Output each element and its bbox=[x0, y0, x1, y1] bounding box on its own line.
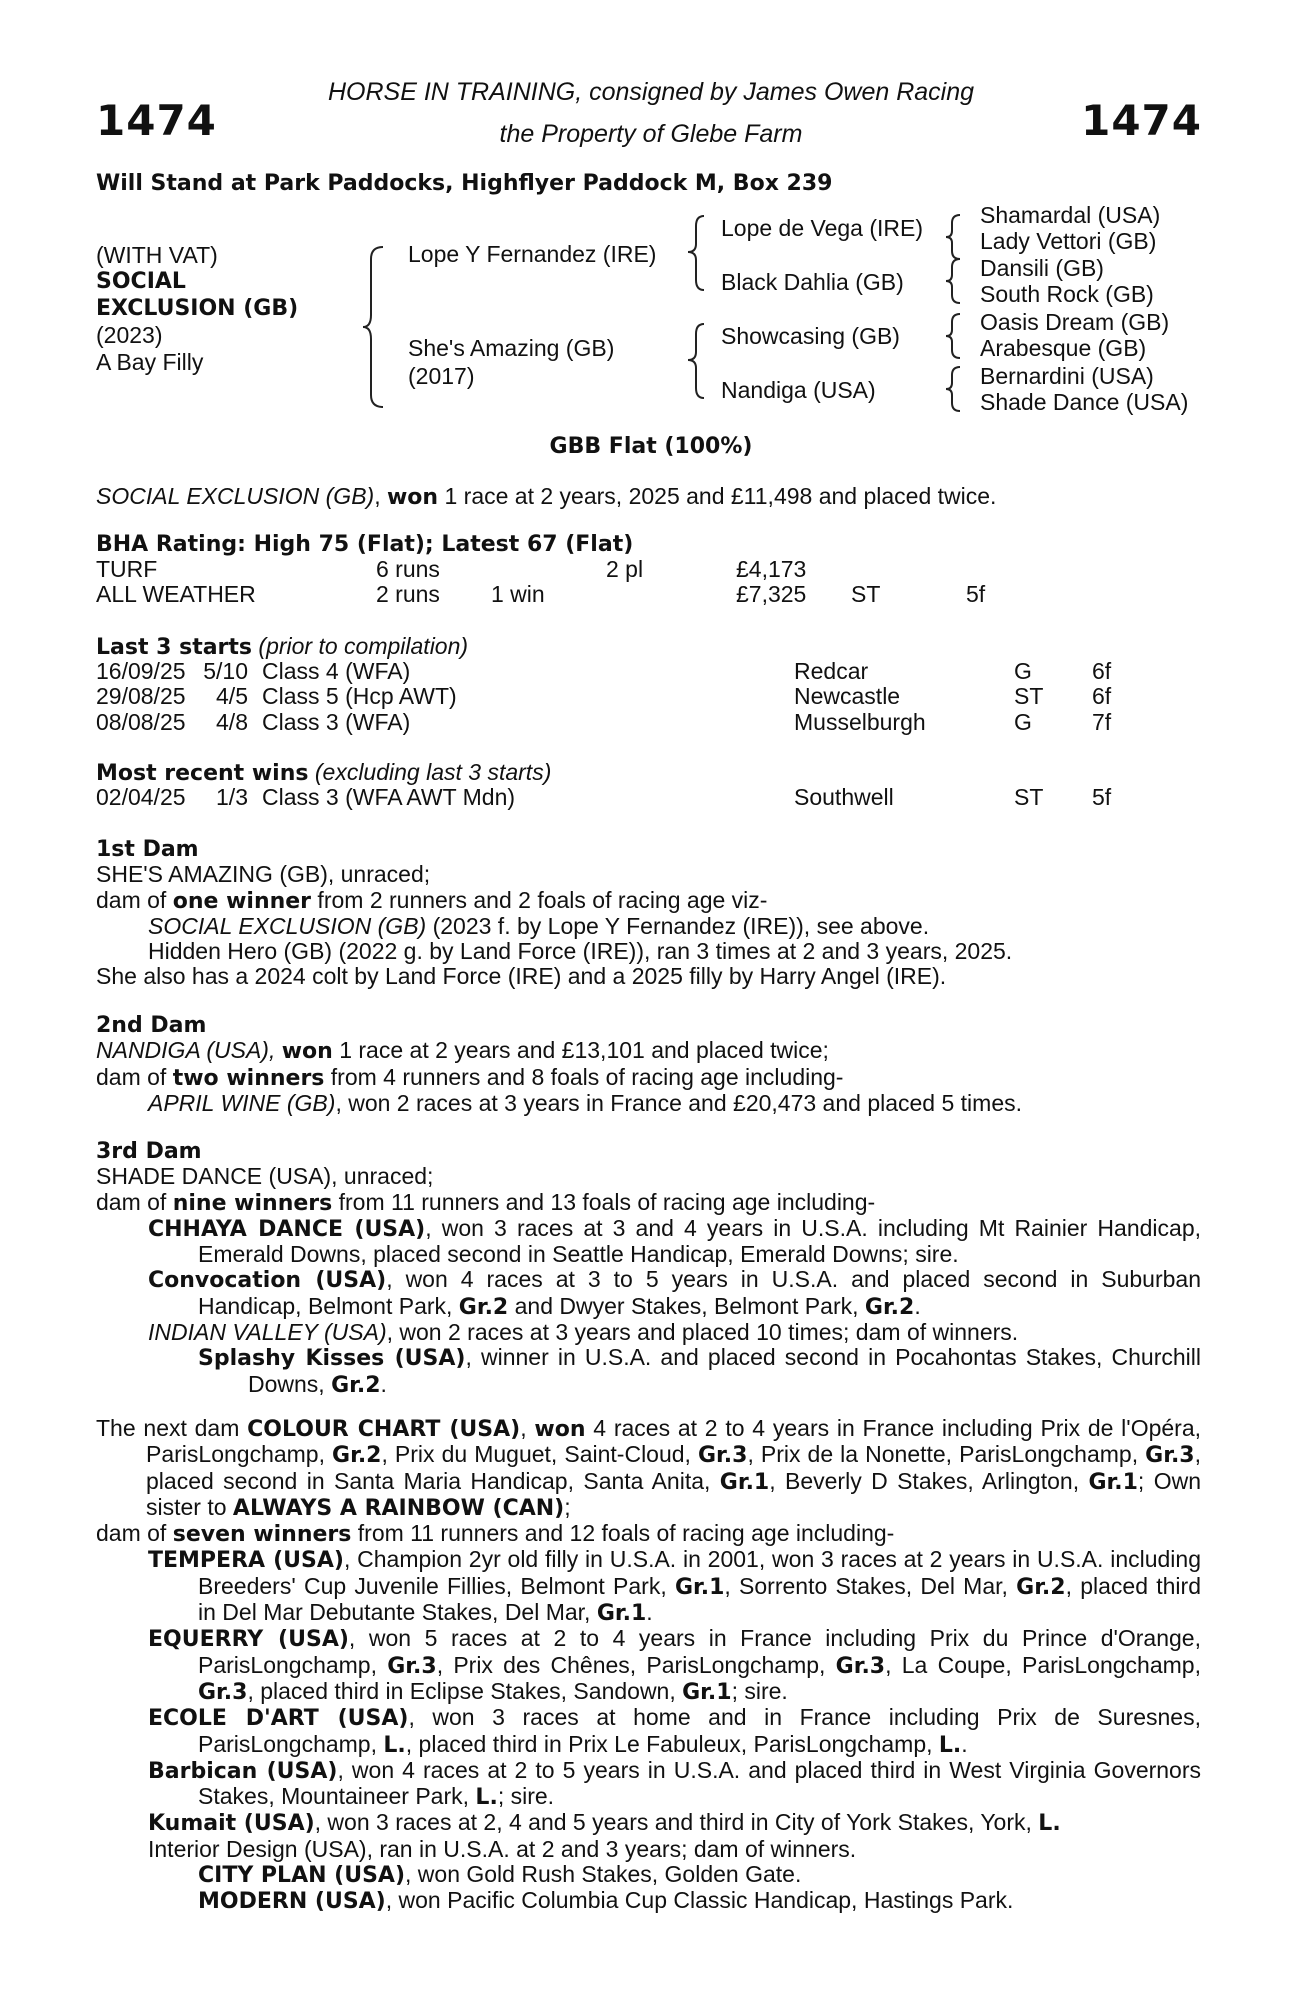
last-start-row bbox=[96, 684, 1142, 709]
pedigree-sire: Lope Y Fernandez (IRE) bbox=[408, 241, 657, 267]
t: from 4 runners and 8 foals of racing age including- bbox=[324, 1063, 844, 1090]
race-cell: Class 5 (Hcp AWT) bbox=[262, 683, 457, 710]
t: TEMPERA (USA) bbox=[148, 1548, 344, 1574]
third-dam-produce-2 bbox=[96, 1267, 1201, 1320]
pedigree-dam-sire: Showcasing (GB) bbox=[721, 323, 900, 349]
t: . bbox=[380, 1370, 387, 1397]
t: ; bbox=[564, 1493, 571, 1520]
first-dam-line: SHE'S AMAZING (GB), unraced; bbox=[96, 861, 431, 888]
last-starts-heading-note: (prior to compilation) bbox=[252, 633, 469, 659]
t: 1 race at 2 years and £13,101 and placed twice; bbox=[332, 1037, 829, 1064]
t: , Sorrento Stakes, Del Mar, bbox=[724, 1572, 1017, 1599]
t: Gr.3 bbox=[835, 1653, 886, 1679]
t: ECOLE D'ART (USA) bbox=[148, 1706, 409, 1732]
second-dam-heading: 2nd Dam bbox=[96, 1013, 207, 1038]
t: L. bbox=[938, 1732, 962, 1758]
summary-rest: 1 race at 2 years, 2025 and £11,498 and placed twice. bbox=[438, 483, 997, 509]
course-cell: Musselburgh bbox=[794, 708, 926, 735]
lot-number-right: 1474 bbox=[1081, 96, 1202, 145]
last-starts-heading-bold: Last 3 starts bbox=[96, 635, 253, 660]
position-cell: 1/3 bbox=[216, 784, 248, 810]
wins-cell: 1 win bbox=[491, 581, 545, 608]
t: NANDIGA (USA), bbox=[96, 1037, 282, 1064]
pedigree-brace-g2 bbox=[944, 257, 964, 307]
race-cell: Class 3 (WFA) bbox=[262, 708, 411, 735]
consignor-title: HORSE IN TRAINING, consigned by James Owen Racing bbox=[327, 78, 975, 106]
rating-row bbox=[96, 557, 1026, 582]
going-cell: G bbox=[1014, 658, 1032, 684]
surface-cell: ALL WEATHER bbox=[96, 581, 256, 608]
runs-cell: 2 runs bbox=[376, 581, 440, 608]
t: , placed third in Del Mar Debutante Stakes, Del Mar, bbox=[198, 1572, 1201, 1626]
second-dam-line bbox=[96, 1038, 1201, 1064]
recent-wins-heading-note: (excluding last 3 starts) bbox=[308, 759, 552, 785]
t: , won 3 races at 2, 4 and 5 years and third in City of York Stakes, York, bbox=[314, 1809, 1039, 1836]
bha-rating-heading: BHA Rating: High 75 (Flat); Latest 67 (Flat) bbox=[96, 532, 634, 557]
pedigree-dam-dam: Nandiga (USA) bbox=[721, 377, 876, 403]
t: , placed second in Santa Maria Handicap, Santa Anita, bbox=[146, 1441, 1201, 1494]
t: and Dwyer Stakes, Belmont Park, bbox=[508, 1292, 865, 1319]
stabling-location: Will Stand at Park Paddocks, Highflyer Paddock M, Box 239 bbox=[96, 171, 833, 196]
recent-wins-heading bbox=[96, 760, 551, 786]
t: , Beverly D Stakes, Arlington, bbox=[769, 1467, 1089, 1494]
t: . bbox=[646, 1599, 653, 1626]
distance-cell: 5f bbox=[966, 581, 986, 608]
course-cell: Redcar bbox=[794, 658, 869, 684]
race-summary: SOCIAL EXCLUSION (GB), won 1 race at 2 years, 2025 and £11,498 and placed twice. bbox=[96, 483, 997, 510]
pedigree-dam-year: (2017) bbox=[408, 363, 475, 389]
vat-note: (WITH VAT) bbox=[96, 242, 218, 268]
t: , won 3 races at 3 and 4 years in U.S.A. including Mt Rainier Handicap, Emerald Downs, placed second in Seattle Handicap, Emerald Downs; sire. bbox=[198, 1214, 1201, 1268]
horse-name-line1: SOCIAL bbox=[96, 269, 186, 294]
t: L. bbox=[475, 1785, 498, 1811]
horse-name-line2: EXCLUSION (GB) bbox=[96, 296, 299, 321]
distance-cell: 7f bbox=[1092, 708, 1112, 735]
t: , placed third in Eclipse Stakes, Sandown, bbox=[247, 1677, 683, 1704]
next-dam-produce-2 bbox=[96, 1626, 1201, 1705]
t: Gr.3 bbox=[387, 1653, 437, 1679]
distance-cell bbox=[966, 557, 1026, 582]
t: from 11 runners and 13 foals of racing age including- bbox=[332, 1188, 876, 1215]
first-dam-note: She also has a 2024 colt by Land Force (IRE) and a 2025 filly by Harry Angel (IRE). bbox=[96, 963, 947, 990]
next-dam-section bbox=[96, 1416, 1201, 1915]
position-cell: 4/8 bbox=[216, 708, 248, 735]
rating-table bbox=[96, 557, 1026, 608]
t: , won 2 races at 3 years and placed 10 times; dam of winners. bbox=[386, 1319, 1019, 1346]
t: ; Own sister to bbox=[146, 1467, 1201, 1520]
next-dam-grandproduce-1 bbox=[96, 1862, 1201, 1888]
third-dam-produce-1 bbox=[96, 1216, 1201, 1268]
pedigree-g8: Shade Dance (USA) bbox=[980, 389, 1189, 415]
foaling-year: (2023) bbox=[96, 322, 163, 348]
next-dam-grandproduce-2 bbox=[96, 1888, 1201, 1914]
pedigree-brace-main bbox=[361, 245, 391, 410]
t: CITY PLAN (USA) bbox=[198, 1863, 406, 1889]
distance-cell: 5f bbox=[1092, 784, 1112, 810]
position-cell: 5/10 bbox=[203, 658, 248, 684]
t: APRIL WINE (GB) bbox=[148, 1089, 336, 1116]
next-dam-produce-1 bbox=[96, 1547, 1201, 1626]
next-dam-produce-5 bbox=[96, 1810, 1201, 1836]
placed-cell bbox=[606, 582, 736, 607]
next-dam-produce-6: Interior Design (USA), ran in U.S.A. at 2 and 3 years; dam of winners. bbox=[148, 1835, 857, 1862]
prize-money-cell: £7,325 bbox=[736, 581, 807, 608]
t: Gr.2 bbox=[331, 1372, 381, 1398]
catalogue-page bbox=[96, 0, 1206, 2000]
next-dam-produce-3 bbox=[96, 1705, 1201, 1758]
t: seven winners bbox=[172, 1522, 352, 1548]
t: , Prix des Chênes, ParisLongchamp, bbox=[436, 1651, 836, 1678]
third-dam-produce-3 bbox=[96, 1320, 1201, 1345]
t: Gr.3 bbox=[198, 1679, 248, 1705]
second-dam-produce-summary bbox=[96, 1065, 1201, 1091]
t: INDIAN VALLEY (USA) bbox=[148, 1319, 387, 1346]
t: Gr.2 bbox=[458, 1294, 509, 1320]
t: , winner in U.S.A. and placed second in Pocahontas Stakes, Churchill Downs, bbox=[248, 1344, 1201, 1397]
wins-cell bbox=[491, 557, 606, 582]
t: Gr.1 bbox=[596, 1601, 647, 1627]
t: Gr.1 bbox=[682, 1679, 732, 1705]
t: , bbox=[520, 1415, 535, 1441]
t: MODERN (USA) bbox=[198, 1889, 386, 1915]
foal-detail: (2023 f. by Lope Y Fernandez (IRE)), see above. bbox=[426, 912, 930, 939]
last-starts-table bbox=[96, 659, 1142, 735]
t: , Prix du Muguet, Saint-Cloud, bbox=[381, 1441, 698, 1468]
recent-wins-table bbox=[96, 785, 1142, 810]
second-dam-foal-1 bbox=[96, 1091, 1201, 1116]
first-dam-foal-2: Hidden Hero (GB) (2022 g. by Land Force (IRE)), ran 3 times at 2 and 3 years, 2025. bbox=[148, 938, 1013, 965]
t: COLOUR CHART (USA) bbox=[247, 1417, 521, 1442]
last-start-row bbox=[96, 659, 1142, 684]
pedigree-brace-g1 bbox=[944, 213, 964, 263]
t: Barbican (USA) bbox=[148, 1758, 338, 1784]
recent-wins-heading-bold: Most recent wins bbox=[96, 761, 309, 786]
t: two winners bbox=[172, 1065, 325, 1091]
t: from 2 runners and 2 foals of racing age viz- bbox=[311, 886, 768, 913]
date-cell: 08/08/25 bbox=[96, 708, 186, 735]
first-dam-produce-summary bbox=[96, 888, 1201, 914]
summary-horse-name: SOCIAL EXCLUSION (GB) bbox=[96, 483, 375, 509]
going-cell: ST bbox=[1014, 784, 1044, 810]
t: won bbox=[281, 1039, 333, 1065]
t: Gr.1 bbox=[674, 1574, 725, 1600]
pedigree-g1: Shamardal (USA) bbox=[980, 202, 1161, 228]
pedigree-sire-dam: Black Dahlia (GB) bbox=[721, 269, 904, 295]
t: ALWAYS A RAINBOW (CAN) bbox=[232, 1495, 565, 1521]
rating-row bbox=[96, 582, 1026, 607]
t: , won 4 races at 2 to 5 years in U.S.A. and placed third in West Virginia Governors Stakes, Mountaineer Park, bbox=[198, 1756, 1202, 1810]
t: , won 5 races at 2 to 4 years in France including Prix du Prince d'Orange, ParisLongchamp, bbox=[198, 1625, 1201, 1678]
recent-win-row bbox=[96, 785, 1142, 810]
t: . bbox=[961, 1730, 968, 1757]
t: Gr.2 bbox=[332, 1443, 382, 1469]
next-dam-paragraph bbox=[96, 1416, 1201, 1521]
t: dam of bbox=[96, 1188, 173, 1215]
t: Gr.1 bbox=[1088, 1469, 1138, 1495]
gbb-badge: GBB Flat (100%) bbox=[549, 434, 753, 459]
first-dam-section bbox=[96, 837, 1201, 990]
property-subtitle: the Property of Glebe Farm bbox=[499, 120, 803, 148]
t: won bbox=[534, 1417, 586, 1442]
t: dam of bbox=[96, 1520, 173, 1547]
t: ; sire. bbox=[731, 1677, 788, 1704]
date-cell: 16/09/25 bbox=[96, 658, 186, 684]
pedigree-sire-sire: Lope de Vega (IRE) bbox=[721, 215, 924, 241]
t: dam of bbox=[96, 886, 173, 913]
t: , won 4 races at 3 to 5 years in U.S.A. and placed second in Suburban Handicap, Belmont Park, bbox=[198, 1266, 1201, 1319]
pedigree-g7: Bernardini (USA) bbox=[980, 363, 1154, 389]
pedigree-g6: Arabesque (GB) bbox=[980, 335, 1147, 361]
t: , won 2 races at 3 years in France and £20,473 and placed 5 times. bbox=[335, 1089, 1023, 1116]
foal-name: SOCIAL EXCLUSION (GB) bbox=[148, 912, 427, 939]
third-dam-produce-summary bbox=[96, 1190, 1201, 1216]
pedigree-brace-dam bbox=[686, 322, 710, 402]
t: Kumait (USA) bbox=[148, 1811, 315, 1837]
t: CHHAYA DANCE (USA) bbox=[148, 1216, 426, 1242]
second-dam-section bbox=[96, 1013, 1201, 1116]
third-dam-line: SHADE DANCE (USA), unraced; bbox=[96, 1163, 434, 1190]
distance-cell: 6f bbox=[1092, 683, 1112, 710]
pedigree-dam: She's Amazing (GB) bbox=[408, 335, 615, 361]
going-cell: G bbox=[1014, 708, 1032, 735]
third-dam-heading: 3rd Dam bbox=[96, 1139, 202, 1164]
pedigree-g5: Oasis Dream (GB) bbox=[980, 309, 1170, 335]
t: EQUERRY (USA) bbox=[148, 1627, 349, 1653]
date-cell: 29/08/25 bbox=[96, 683, 186, 710]
surface-cell: TURF bbox=[96, 556, 158, 582]
race-cell: Class 4 (WFA) bbox=[262, 658, 411, 684]
pedigree-brace-g3 bbox=[944, 312, 964, 362]
t: , won Gold Rush Stakes, Golden Gate. bbox=[405, 1861, 802, 1888]
t: Gr.3 bbox=[698, 1443, 748, 1469]
t: 4 races at 2 to 4 years in France including Prix de l'Opéra, ParisLongchamp, bbox=[146, 1415, 1202, 1468]
placed-cell: 2 pl bbox=[606, 556, 644, 582]
third-dam-grandproduce-1 bbox=[96, 1345, 1201, 1398]
t: Gr.2 bbox=[864, 1294, 915, 1320]
runs-cell: 6 runs bbox=[376, 556, 440, 582]
t: Gr.2 bbox=[1016, 1574, 1066, 1600]
next-dam-produce-4 bbox=[96, 1758, 1201, 1811]
t: from 11 runners and 12 foals of racing age including- bbox=[351, 1520, 895, 1547]
t: Gr.3 bbox=[1145, 1443, 1195, 1469]
prize-money-cell: £4,173 bbox=[736, 556, 807, 582]
t: ; sire. bbox=[497, 1783, 555, 1810]
t: , Champion 2yr old filly in U.S.A. in 2001, won 3 races at 2 years in U.S.A. including Breeders' Cup Juvenile Fillies, Belmont Park, bbox=[198, 1546, 1201, 1599]
next-dam-produce-summary bbox=[96, 1521, 1201, 1547]
race-cell: Class 3 (WFA AWT Mdn) bbox=[262, 784, 516, 810]
course-cell: Southwell bbox=[794, 784, 894, 810]
t: L. bbox=[383, 1732, 406, 1758]
t: , Prix de la Nonette, ParisLongchamp, bbox=[747, 1441, 1146, 1468]
last-starts-heading bbox=[96, 634, 468, 660]
first-dam-foal-1 bbox=[96, 914, 1201, 939]
going-cell: ST bbox=[1014, 683, 1044, 710]
t: dam of bbox=[96, 1063, 173, 1090]
t: L. bbox=[1038, 1811, 1061, 1837]
first-dam-winners: one winner bbox=[172, 888, 312, 914]
pedigree-brace-g4 bbox=[944, 365, 964, 415]
pedigree-brace-sire bbox=[686, 214, 710, 294]
pedigree-g3: Dansili (GB) bbox=[980, 255, 1104, 281]
t: nine winners bbox=[172, 1190, 333, 1216]
third-dam-section bbox=[96, 1139, 1201, 1398]
going-cell: ST bbox=[851, 581, 881, 608]
t: Convocation (USA) bbox=[148, 1268, 387, 1294]
lot-number-left: 1474 bbox=[96, 96, 217, 145]
t: , won Pacific Columbia Cup Classic Handicap, Hastings Park. bbox=[385, 1887, 1014, 1914]
t: Gr.1 bbox=[719, 1469, 770, 1495]
pedigree-g2: Lady Vettori (GB) bbox=[980, 228, 1157, 254]
t: Splashy Kisses (USA) bbox=[198, 1346, 466, 1372]
pedigree-g4: South Rock (GB) bbox=[980, 281, 1154, 307]
last-start-row bbox=[96, 710, 1142, 735]
date-cell: 02/04/25 bbox=[96, 784, 186, 810]
going-cell bbox=[851, 557, 966, 582]
t: . bbox=[914, 1292, 921, 1319]
t: The next dam bbox=[96, 1415, 248, 1441]
t: , won 3 races at home and in France including Prix de Suresnes, ParisLongchamp, bbox=[198, 1704, 1201, 1757]
summary-won: won bbox=[386, 485, 439, 510]
t: , placed third in Prix Le Fabuleux, ParisLongchamp, bbox=[405, 1730, 939, 1757]
distance-cell: 6f bbox=[1092, 658, 1112, 684]
course-cell: Newcastle bbox=[794, 683, 901, 710]
position-cell: 4/5 bbox=[216, 683, 248, 710]
horse-description: A Bay Filly bbox=[96, 349, 204, 375]
first-dam-heading: 1st Dam bbox=[96, 837, 199, 862]
t: , La Coupe, ParisLongchamp, bbox=[885, 1651, 1201, 1678]
